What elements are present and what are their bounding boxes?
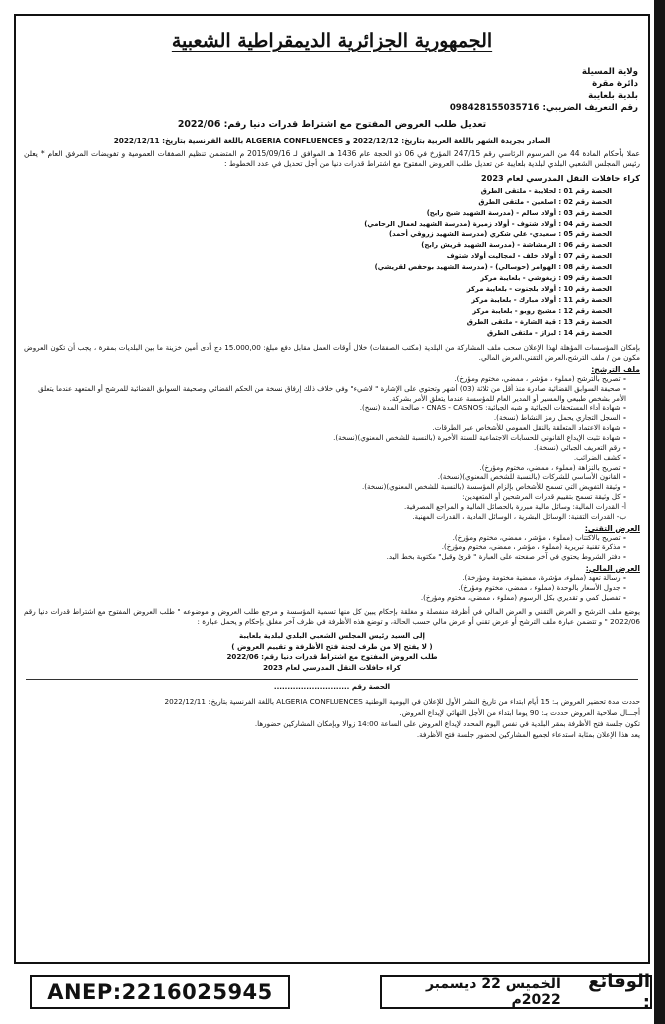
list-item: الحصة رقم 12 : مشيخ روبو - بلعايبة مركز [472,306,612,315]
tax-id: رقم التعريف الضريبي: 098428155035716 [449,103,638,113]
list-item: - شهادة الاعتماد المتعلقة بالنقل العمومي للأشخاص عبر الطرقات. [24,423,626,433]
list-item: الحصة رقم 09 : زيغوشي - بلعايبة مركز [480,274,612,283]
announcement-page [14,14,650,964]
address-block [16,631,648,673]
address-line: طلب العروض المفتوح مع اشتراط قدرات دنيا رقم: 2022/06 [226,652,438,662]
address-line: ( لا يفتح إلا من طرف لجنة فتح الأظرفة و تقييم العروض ) [231,641,433,651]
publication-reference: الصادر بجريدة الشهر باللغة العربية بتاريخ: 2022/12/12 و ALGERIA CONFLUENCES باللغة الفرنسية بتاريخ: 2022/12/11 [113,136,551,145]
list-item: - صحيفة السوابق القضائية صادرة منذ أقل من ثلاثة (03) أشهر وتحتوي على الإشارة " لاشيء" وفي خلاف ذلك إرفاق نسخة من الحكم القضائي وصحيفة السوابق القضائية للمرشح أو المتعهد عندما يتعلق الأمر بشخص طبيعي والمسير أو المدير العام للمؤسسة عندما يتعلق الأمر بشركة. [24,384,626,404]
list-item: - تصريح بالنزاهة (مملوء ، ممضي، مختوم ومؤرخ). [24,463,626,473]
list-item: - السجل التجاري يحمل رمز النشاط (نسخة). [24,413,626,423]
notice-subject: تعديل طلب العروض المفتوح مع اشتراط قدرات دنيا رقم: 2022/06 [177,119,487,130]
issuer-block [16,66,638,114]
anep-number: ANEP:2216025945 [30,975,290,1009]
envelope-instructions: يوضع ملف الترشح و العرض التقني و العرض المالي في أظرفة منفصلة و مغلقة بإحكام يبين كل منها تسمية المؤسسة و مرجع طلب العروض و موضوعه " طلب العروض المفتوح مع اشتراط قدرات دنيا رقم 2022/06 " و تتضمن عبارة ملف الترشح أو عرض تقني أو عرض مالي حسب الحالة، و توضع هذه الأظرفة في ظرف آخر مغلق بإحكام و يحمل عبارة : [24,606,640,626]
daira: دائرة مقرة [592,79,638,89]
address-line: إلى السيد رئيس المجلس الشعبي البلدي لبلدية بلعايبة [239,631,425,641]
wilaya: ولاية المسيلة [581,67,638,77]
list-item: - رقم التعريف الجبائي (نسخة). [24,443,626,453]
withdraw-paragraph: بإمكان المؤسسات المؤهلة لهذا الإعلان سحب ملف المشاركة من البلدية (مكتب الصفقات) خلال أوقات العمل مقابل دفع مبلغ: 15.000,00 دج أدى أمين خزينة ما بين البلديات بمقرة ، يجب أن تكون العروض مكون من / ملف الترشح،العرض التقني،العرض المالي. [24,342,640,362]
list-item: - شهادة تثبت الإيداع القانوني للحسابات الاجتماعية للسنة الأخيرة (بالنسبة للشخص المعنوي)(نسخة). [24,433,626,443]
date-label: الوقائع : [588,971,650,1013]
financial-capacity: أ- القدرات المالية: وسائل مالية مبررة بالحصائل المالية و المراجع المصرفية. [403,501,626,511]
list-item: الحصة رقم 10 : أولاد بلجنوت - بلعايبة مركز [466,284,612,293]
list-item: الحصة رقم 13 : قية الشارة - ملتقى الطرق [466,317,612,326]
technical-offer-title: العرض التقني: [584,523,640,533]
intro-paragraph: عملا بأحكام المادة 44 من المرسوم الرئاسي رقم 247/15 المؤرخ في 06 ذو الحجة عام 1436 هـ الموافق لـ 2015/09/16 م المتضمن تنظيم الصفقات العمومية و تفويضات المرفق العام * يعلن رئيس المجلس الشعبي البلدي لبلدية بلعايبة عن تعديل طلب العروض المفتوح مع اشتراط قدرات دنيا من أجل تحديل في عدد الخطوط : [24,149,641,169]
list-item: - تصريح بالاكتتاب (مملوء ، مؤشر ، ممضي، مختوم ومؤرخ). [24,533,626,543]
list-item: - تصريح بالترشح (مملوء ، مؤشر ، ممضي، مختوم ومؤرخ). [24,374,626,384]
financial-offer-title: العرض المالي: [585,564,640,574]
list-item: - شهادة أداء المستحقات الجبائية و شبه الجبائية: CNAS - CASNOS - صالحة المدة (نسخ). [24,403,626,413]
invitation: يعد هذا الإعلان بمثابة استدعاء لجميع المشاركين لحضور جلسة فتح الأظرفة. [416,730,640,740]
list-item: - تفصيل كمي و تقديري بكل الرسوم (مملوء ، ممضي، مختوم ومؤرخ). [24,593,626,603]
list-item: الحصة رقم 06 : الرمشاشة - (مدرسة الشهيد قريش رابح) [421,241,612,250]
list-item: الحصة رقم 07 : أولاد خلف - لمجاليت أولاد شتوف [446,252,612,261]
list-item: - كل وثيقة تسمح بتقييم قدرات المرشحين أو المتعهدين: [24,492,626,502]
list-item: الحصة رقم 08 : الهوامر (حوسالي) - (مدرسة الشهيد بوحفص لقريشي) [374,263,612,272]
lots-list [16,186,612,339]
commune: بلدية بلعايبة [588,91,638,101]
publication-date-box [380,971,652,1013]
list-item: الحصة رقم 01 : لحلايبة - ملتقى الطرق [480,186,612,195]
list-item: - رسالة تعهد (مملوء، مؤشرة، ممضية مختومة ومؤرخة). [24,573,626,583]
scan-edge [654,0,665,1024]
list-item: الحصة رقم 03 : أولاد سالم - (مدرسة الشهيد شيخ رابح) [426,208,612,217]
republic-title: الجمهورية الجزائرية الديمقراطية الشعبية [171,30,493,52]
address-line: كراء حافلات النقل المدرسي لعام 2023 [263,662,401,672]
list-item: الحصة رقم 14 : لبزاز - ملتقى الطرق [486,328,612,337]
publication-date: الخميس 22 ديسمبر 2022م [425,976,561,1008]
list-item: - جدول الأسعار بالوحدة (مملوء ، ممضي، مختوم ومؤرخ). [24,583,626,593]
technical-capacity: ب- القدرات التقنية: الوسائل البشرية ، الوسائل المادية ، القدرات المهنية. [412,511,626,521]
list-item: - كشف الضرائب. [24,453,626,463]
candidature-title: ملف الترشح: [591,364,640,374]
list-item: الحصة رقم 04 : أولاد شتوف - أولاد زميرة (مدرسة الشهيد لعمال الرحامي) [364,219,612,228]
list-item: - مذكرة تقنية تبريرية (مملوء ، مؤشر ، ممضي، مختوم ومؤرخ). [24,542,626,552]
offer-validity: أجـــال صلاحية العروض حددت بـ: 90 يوما ابتداء من الأجل النهائي لإيداع العروض. [399,707,640,717]
list-item: - وثيقة التفويض التي تسمح للأشخاص بإلزام المؤسسة (بالنسبة للشخص المعنوي)(نسخة). [24,482,626,492]
lot-line: الحصة رقم ............................ [273,682,391,692]
list-item: الحصة رقم 11 : أولاد مبارك - بلعايبة مركز [471,295,612,304]
list-item: - دفتر الشروط يحتوي في آخر صفحته على العبارة " قرئ وقبل" مكتوبة بخط اليد. [24,552,626,562]
footer [0,964,654,1018]
list-item: - القانون الأساسي للشركات (بالنسبة للشخص المعنوي)(نسخة). [24,472,626,482]
prep-deadline: حددت مدة تحضير العروض بـ: 15 أيام ابتداء من تاريخ النشر الأول للإعلان في اليومية الوطنية ALGERIA CONFLUENCES باللغة الفرنسية بتاريخ: 2022/12/11 [164,696,640,706]
section-title: كراء حافلات النقل المدرسي لعام 2023 [480,172,640,183]
divider [26,679,638,680]
list-item: الحصة رقم 02 : اصلعين - ملتقى الطرق [478,197,612,206]
list-item: الحصة رقم 05 : سعيدي- علي شكري (مدرسة الشهيد زروقي أحمد) [389,230,612,239]
opening-session: تكون جلسة فتح الأظرفة بمقر البلدية في نفس اليوم المحدد لإيداع العروض على الساعة 14:00 زوالا وبإمكان المشاركين حضورها. [254,718,640,728]
